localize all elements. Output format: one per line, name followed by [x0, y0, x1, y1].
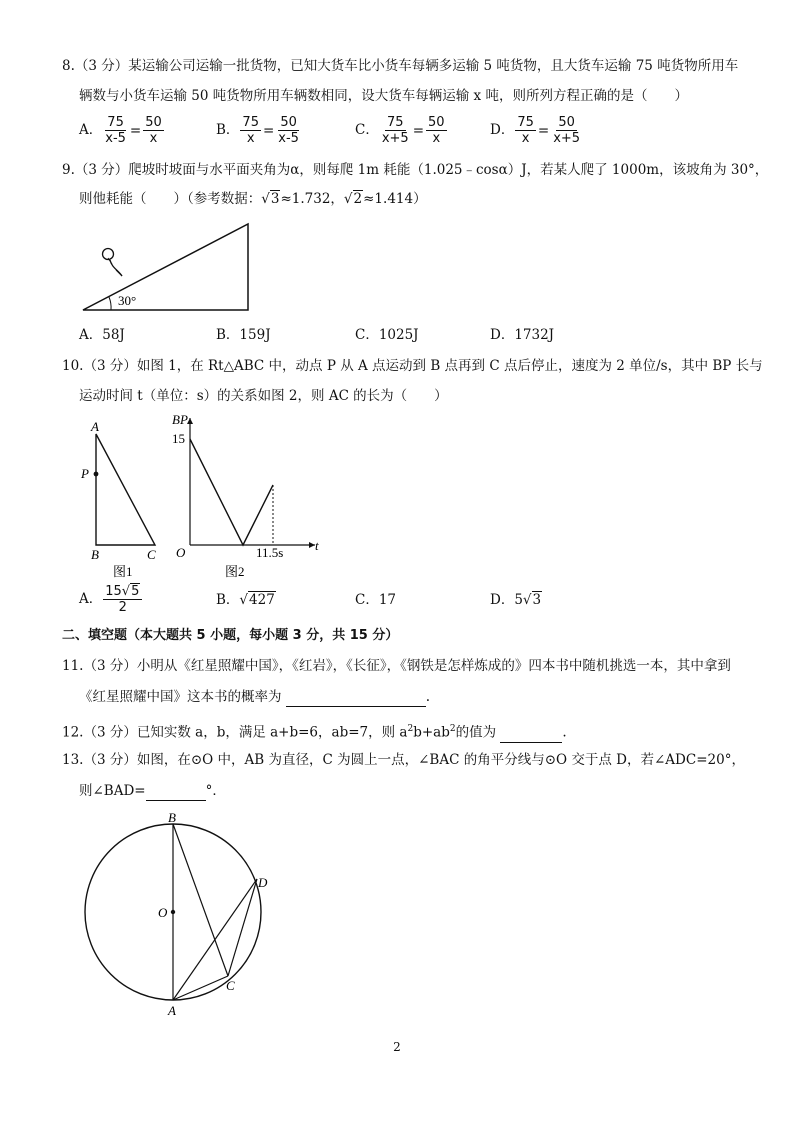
option-label: B．	[216, 122, 240, 138]
q9-option-b[interactable]: B．159J	[216, 327, 271, 343]
q9-line1: 9.（3 分）爬坡时坡面与水平面夹角为α，则每爬 1m 耗能（1.025﹣cosα）J，若某人爬了 1000m，该坡角为 30°，	[62, 162, 769, 178]
q8-line2: 辆数与小货车运输 50 吨货物所用车辆数相同，设大货车每辆运输 x 吨，则所列方程正确的是（ ）	[79, 88, 688, 104]
circle-figure	[70, 806, 290, 1021]
label-a: A	[168, 1003, 176, 1018]
q10-line2: 运动时间 t（单位：s）的关系如图 2，则 AC 的长为（ ）	[79, 388, 448, 404]
q10-option-a[interactable]	[79, 584, 143, 615]
center-o	[171, 910, 175, 914]
y-tick-15: 15	[172, 431, 185, 446]
angle-label: 30°	[118, 293, 137, 308]
fraction: $\frac{50}{x}$	[145, 115, 162, 146]
fraction: $\frac{75}{x}$	[242, 115, 259, 146]
option-label: B．	[216, 592, 240, 608]
q11-line1: 11.（3 分）小明从《红星照耀中国》，《红岩》，《长征》，《钢铁是怎样炼成的》四本书中随机挑选一本，其中拿到	[62, 658, 731, 674]
q10-option-b[interactable]: B．√427	[216, 592, 275, 608]
climber-head	[103, 249, 114, 260]
label-c: C	[147, 547, 156, 562]
angle-arc	[109, 297, 111, 310]
bp-graph-line	[190, 439, 273, 545]
label-a: A	[91, 419, 99, 434]
fraction: $\frac{50}{x-5}$	[278, 115, 299, 146]
q10-line1: 10.（3 分）如图 1，在 Rt△ABC 中，动点 P 从 A 点运动到 B 点再到 C 点后停止，速度为 2 单位/s，其中 BP 长与	[62, 358, 763, 374]
option-label: D．5	[490, 592, 523, 608]
label-b: B	[91, 547, 99, 562]
page-number: 2	[393, 1040, 401, 1054]
chord-cd	[228, 879, 257, 976]
q8-option-b[interactable]: B． $\frac{75}{x}$ = $\frac{50}{x-5}$	[216, 115, 299, 146]
q9-line2: 则他耗能（ ）（参考数据：√3≈1.732，√2≈1.414）	[79, 191, 427, 207]
x-tick-11-5: 11.5s	[256, 545, 284, 560]
q9-option-c[interactable]: C．1025J	[355, 327, 419, 343]
fig2-caption: 图2	[225, 564, 245, 579]
q8-option-d[interactable]: D． $\frac{75}{x}$ = $\frac{50}{x+5}$	[490, 115, 581, 146]
point-p	[94, 472, 99, 477]
option-label: A．	[79, 122, 103, 138]
fraction: $\frac{50}{x}$	[428, 115, 445, 146]
chord-bc	[173, 824, 228, 976]
section-heading: 二、填空题（本大题共 5 小题，每小题 3 分，共 15 分）	[62, 628, 399, 643]
q8-option-c[interactable]: C． $\frac{75}{x+5}$ = $\frac{50}{x}$	[355, 115, 445, 146]
q10-option-c[interactable]: C．17	[355, 592, 397, 608]
fraction: $\frac{15√5}{2}$	[103, 584, 142, 615]
fraction: $\frac{75}{x+5}$	[381, 115, 409, 146]
fraction: $\frac{50}{x+5}$	[553, 115, 581, 146]
label-d: D	[258, 875, 268, 890]
x-axis-label: t	[315, 538, 319, 553]
q13-line1: 13.（3 分）如图，在⊙O 中，AB 为直径，C 为圆上一点，∠BAC 的角平分线与⊙O 交于点 D，若∠ADC=20°，	[62, 752, 745, 768]
y-axis-arrow-icon	[187, 418, 193, 424]
climber-arrow-icon	[108, 258, 122, 276]
q11-line2: 《红星照耀中国》这本书的概率为 .	[79, 689, 431, 705]
slope-figure	[78, 218, 258, 318]
q10-option-d[interactable]: D．5√3	[490, 592, 542, 608]
label-p: P	[81, 466, 89, 481]
q8-line1: 8.（3 分）某运输公司运输一批货物，已知大货车比小货车每辆多运输 5 吨货物，且大货车运输 75 吨货物所用车	[62, 58, 739, 74]
label-b: B	[168, 810, 176, 825]
fig1-caption: 图1	[113, 564, 133, 579]
slope-triangle	[83, 224, 248, 310]
q12-line: 12.（3 分）已知实数 a，b，满足 a+b=6，ab=7，则 $a^2b+ab^2$的值为 .	[62, 724, 567, 741]
q9-option-d[interactable]: D．1732J	[490, 327, 555, 343]
answer-blank[interactable]	[500, 728, 562, 743]
q9-option-a[interactable]: A．58J	[79, 327, 125, 343]
option-label: C．	[355, 122, 379, 138]
triangle-abc	[96, 434, 155, 545]
q8-option-a[interactable]: A． $\frac{75}{x-5}$ = $\frac{50}{x}$	[79, 115, 162, 146]
fraction: $\frac{75}{x-5}$	[105, 115, 126, 146]
q13-line2: 则∠BAD= °．	[79, 783, 226, 799]
origin-label: O	[176, 545, 186, 560]
label-o: O	[158, 905, 168, 920]
label-c: C	[226, 978, 235, 993]
answer-blank[interactable]	[286, 692, 426, 707]
q10-figures	[75, 412, 335, 582]
option-label: D．	[490, 122, 515, 138]
fraction: $\frac{75}{x}$	[517, 115, 534, 146]
option-label: A．	[79, 591, 103, 607]
answer-blank[interactable]	[146, 786, 206, 801]
y-axis-label: BP	[172, 412, 188, 427]
